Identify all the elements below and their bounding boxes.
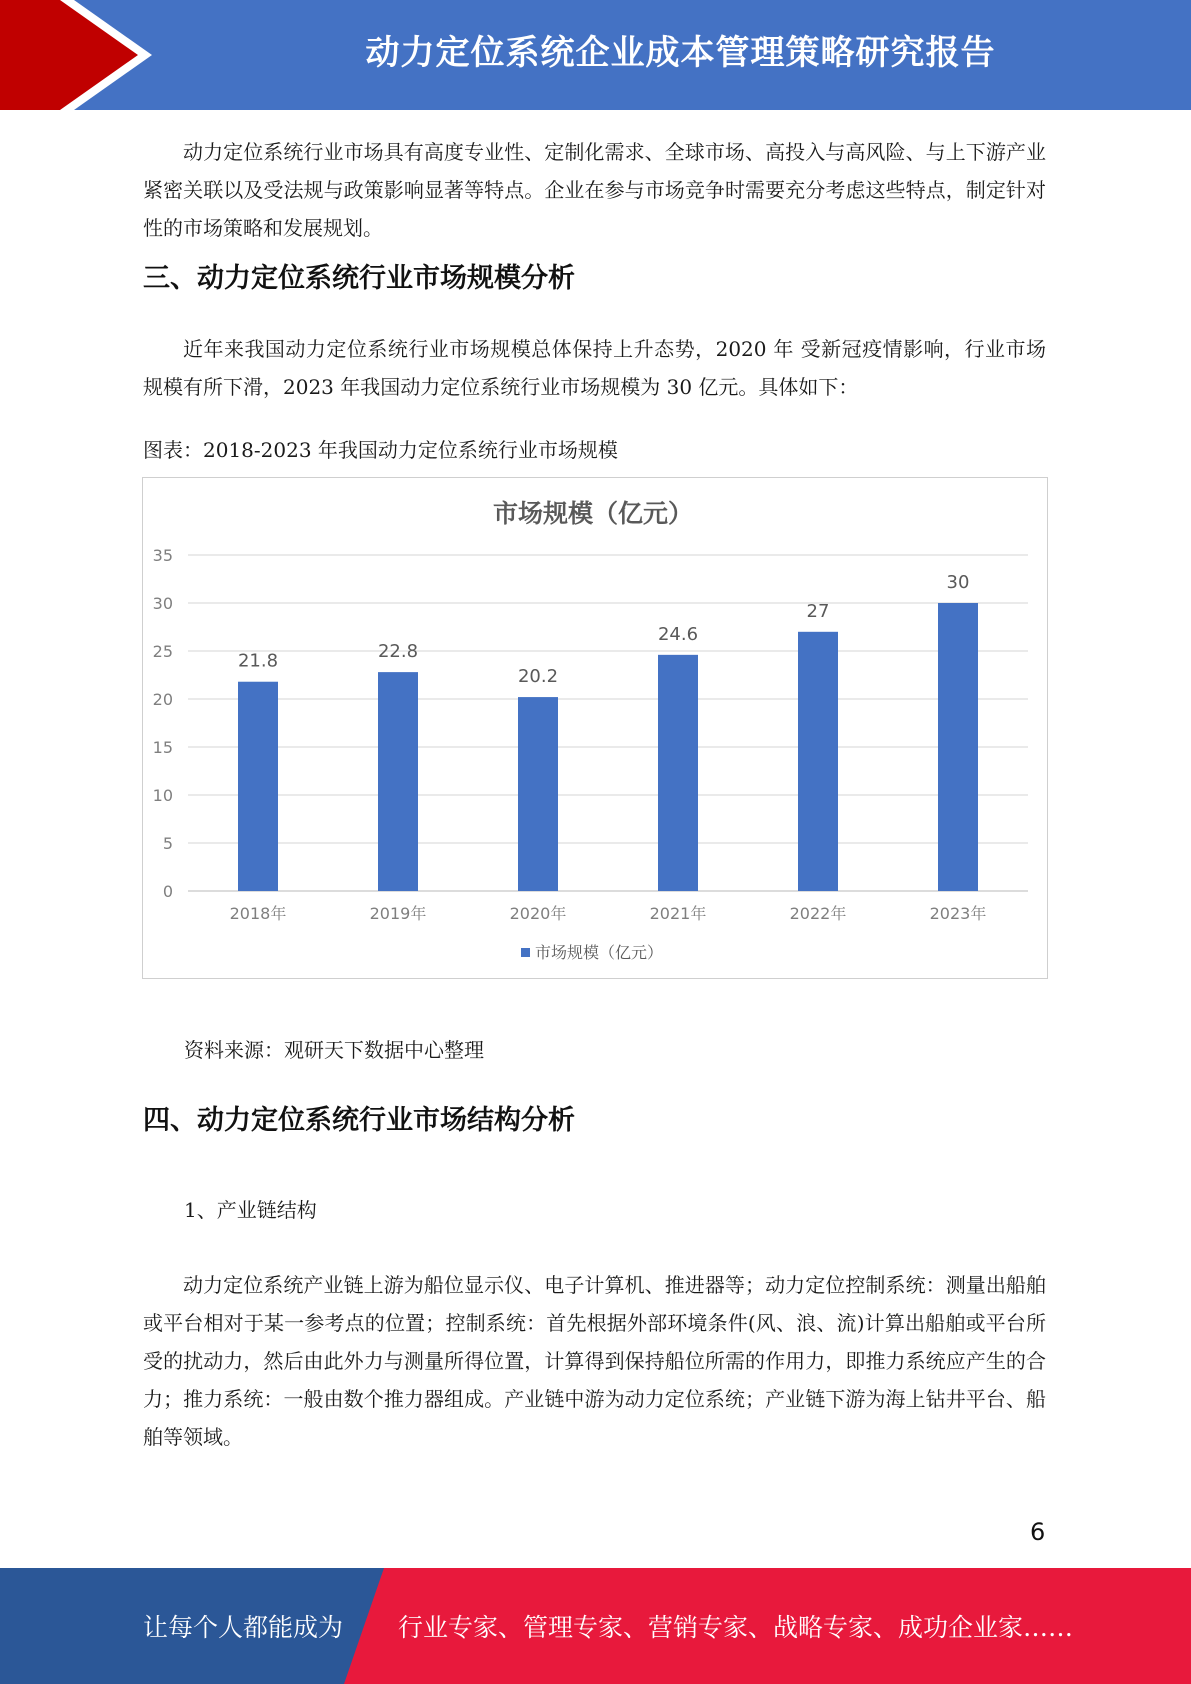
x-tick-label: 2022年	[789, 904, 847, 923]
subsection-1-title: 1、产业链结构	[184, 1198, 317, 1222]
footer-slogan-right: 行业专家、管理专家、营销专家、战略专家、成功企业家……	[398, 1613, 1074, 1642]
section-3-paragraph: 近年来我国动力定位系统行业市场规模总体保持上升态势，2020 年 受新冠疫情影响，行业市场规模有所下滑，2023 年我国动力定位系统行业市场规模为 30 亿元。具体如下：	[143, 337, 1046, 399]
x-tick-label: 2019年	[369, 904, 427, 923]
y-tick-label: 15	[152, 738, 173, 757]
data-label: 20.2	[517, 666, 559, 688]
bar	[938, 603, 978, 891]
x-tick-label: 2021年	[649, 904, 707, 923]
data-label: 22.8	[377, 641, 419, 663]
x-tick-label: 2020年	[509, 904, 567, 923]
bar	[378, 672, 418, 891]
section-3-heading: 三、动力定位系统行业市场规模分析	[143, 263, 575, 294]
bar	[658, 655, 698, 891]
data-label: 27	[806, 600, 830, 622]
page-number: 6	[1030, 1518, 1046, 1546]
report-title: 动力定位系统企业成本管理策略研究报告	[365, 33, 996, 73]
chart-caption: 图表：2018-2023 年我国动力定位系统行业市场规模	[143, 438, 618, 462]
market-size-chart	[142, 477, 1048, 979]
y-tick-label: 5	[162, 834, 173, 853]
legend-swatch	[521, 948, 530, 957]
section-4-paragraph: 动力定位系统产业链上游为船位显示仪、电子计算机、推进器等；动力定位控制系统：测量出船舶或平台相对于某一参考点的位置；控制系统：首先根据外部环境条件(风、浪、流)计算出船舶或平台所受的扰动力，然后由此外力与测量所得位置，计算得到保持船位所需的作用力，即推力系统应产生的合力；推力系统：一般由数个推力器组成。产业链中游为动力定位系统；产业链下游为海上钻井平台、船舶等领域。	[143, 1273, 1046, 1449]
source-note: 资料来源：观研天下数据中心整理	[184, 1038, 484, 1062]
y-tick-label: 20	[152, 690, 173, 709]
chart-title: 市场规模（亿元）	[492, 499, 694, 528]
y-tick-label: 25	[152, 642, 173, 661]
chart-legend	[521, 943, 663, 962]
y-tick-label: 0	[162, 882, 173, 901]
bar	[238, 682, 278, 891]
footer-banner	[0, 1568, 1191, 1684]
data-label: 24.6	[657, 623, 699, 645]
bar	[518, 697, 558, 891]
data-label: 30	[946, 572, 970, 593]
intro-paragraph: 动力定位系统行业市场具有高度专业性、定制化需求、全球市场、高投入与高风险、与上下游产业紧密关联以及受法规与政策影响显著等特点。企业在参与市场竞争时需要充分考虑这些特点，制定针对性的市场策略和发展规划。	[143, 140, 1046, 240]
section-4-heading: 四、动力定位系统行业市场结构分析	[143, 1105, 575, 1136]
y-tick-label: 35	[152, 546, 173, 565]
legend-label: 市场规模（亿元）	[535, 943, 664, 962]
data-label: 21.8	[237, 650, 279, 672]
x-tick-label: 2018年	[229, 904, 287, 923]
chart-svg	[143, 478, 1049, 980]
header-banner	[0, 0, 1191, 110]
y-tick-label: 10	[152, 786, 173, 805]
footer-slogan-left: 让每个人都能成为	[143, 1613, 344, 1642]
x-tick-label: 2023年	[929, 904, 987, 923]
header-red-chevron	[0, 0, 150, 110]
y-tick-label: 30	[152, 594, 173, 613]
bar	[798, 632, 838, 891]
